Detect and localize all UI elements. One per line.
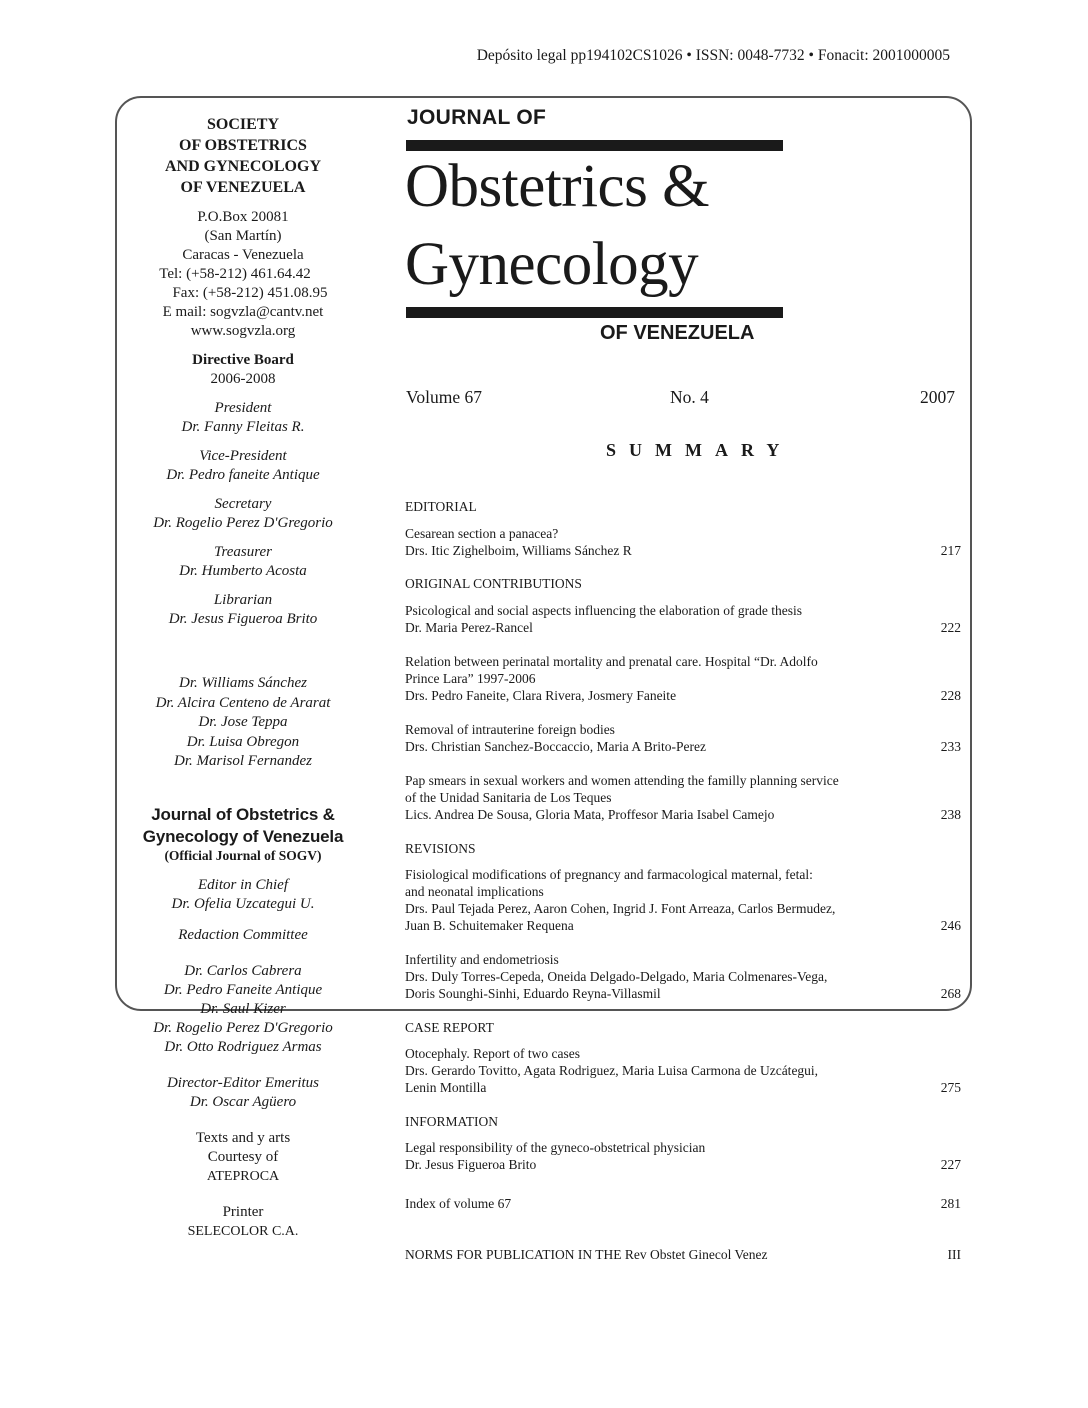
editor-name: Dr. Ofelia Uzcategui U. [171, 895, 315, 912]
toc-entry-authors: Lics. Andrea De Sousa, Gloria Mata, Proffesor Maria Isabel Camejo [405, 807, 775, 822]
journal-box-subtitle: (Official Journal of SOGV) [164, 847, 322, 863]
toc-entry-authors: Juan B. Schuitemaker Requena [405, 918, 574, 933]
board-title: Directive Board [192, 352, 294, 368]
editor-role: Editor in Chief [198, 876, 288, 893]
board-member: Dr. Marisol Fernandez [174, 753, 312, 769]
section-heading: ORIGINAL CONTRIBUTIONS [405, 576, 582, 591]
toc-entry-authors: Drs. Gerardo Tovitto, Agata Rodriguez, Maria Luisa Carmona de Uzcátegui, [405, 1063, 819, 1078]
committee-member: Dr. Pedro Faneite Antique [163, 981, 323, 998]
volume-label: Volume 67 [406, 387, 482, 407]
left-column [118, 114, 368, 1241]
toc-entry-title: Infertility and endometriosis [405, 952, 559, 967]
board-members [118, 674, 368, 772]
printer-label: Printer [222, 1203, 264, 1220]
texts-org: ATEPROCA [206, 1168, 280, 1184]
toc-entry-title: Index of volume 67 [405, 1196, 512, 1211]
board-member-name: Dr. Fanny Fleitas R. [181, 419, 305, 435]
toc-entry-authors: Drs. Pedro Faneite, Clara Rivera, Josmery Faneite [405, 688, 677, 703]
board-role: Treasurer [213, 544, 273, 560]
board-member: Dr. Williams Sánchez [179, 675, 307, 691]
address-line: (San Martín) [204, 228, 282, 244]
toc-entry-title: Relation between perinatal mortality and prenatal care. Hospital “Dr. Adolfo [405, 654, 818, 669]
committee-member: Dr. Rogelio Perez D'Gregorio [153, 1019, 333, 1036]
address-line: Fax: (+58-212) 451.08.95 [172, 285, 328, 301]
section-heading: CASE REPORT [405, 1020, 494, 1035]
board-member: Dr. Jose Teppa [198, 714, 288, 730]
society-name-line: AND GYNECOLOGY [164, 158, 321, 175]
board-role: Secretary [214, 496, 272, 512]
address-line: www.sogvzla.org [190, 323, 296, 339]
board-member-name: Dr. Jesus Figueroa Brito [168, 611, 318, 627]
committee-title: Redaction Committee [178, 926, 308, 943]
address-line: Caracas - Venezuela [182, 247, 304, 263]
toc-entry-title: NORMS FOR PUBLICATION IN THE Rev Obstet Ginecol Venez [405, 1247, 768, 1262]
toc-entry-authors: Drs. Paul Tejada Perez, Aaron Cohen, Ingrid J. Font Arreaza, Carlos Bermudez, [405, 901, 836, 916]
board-member-name: Dr. Pedro faneite Antique [166, 467, 320, 483]
board-role: Vice-President [199, 448, 287, 464]
toc-entry-authors: Drs. Itic Zighelboim, Williams Sánchez R [405, 543, 632, 558]
board-member: Dr. Alcira Centeno de Ararat [155, 694, 331, 711]
society-name-line: SOCIETY [206, 116, 280, 133]
issue-year: 2007 [920, 387, 955, 407]
toc-entry-title: of the Unidad Sanitaria de Los Teques [405, 790, 612, 805]
society-name [118, 114, 368, 198]
journal-of-label: JOURNAL OF [407, 106, 547, 129]
address-line: E mail: sogvzla@cantv.net [162, 304, 324, 320]
toc-entry-authors: Drs. Christian Sanchez-Boccaccio, Maria A Brito-Perez [405, 739, 707, 754]
texts-credit: Courtesy of [207, 1148, 279, 1165]
toc-entry-authors: Doris Sounghi-Sinhi, Eduardo Reyna-Villasmil [405, 986, 661, 1001]
board-years: 2006-2008 [210, 371, 276, 387]
board-role: Librarian [213, 592, 273, 608]
committee-member: Dr. Saul Kizer [200, 1000, 286, 1017]
board-member: Dr. Luisa Obregon [186, 733, 300, 750]
section-heading: INFORMATION [405, 1114, 499, 1129]
board-role: President [214, 400, 272, 416]
toc-entry-title: Otocephaly. Report of two cases [405, 1046, 580, 1061]
toc-entry-title: Prince Lara” 1997-2006 [405, 671, 536, 686]
address-line: P.O.Box 20081 [197, 209, 289, 225]
toc-entry-authors: Dr. Jesus Figueroa Brito [405, 1157, 537, 1172]
committee-member: Dr. Carlos Cabrera [184, 962, 302, 979]
toc-entry-title: Pap smears in sexual workers and women attending the familly planning service [405, 773, 839, 788]
toc-entry-authors: Dr. Maria Perez-Rancel [405, 620, 533, 635]
journal-box-title [118, 804, 368, 848]
toc-entry-authors: Drs. Duly Torres-Cepeda, Oneida Delgado-Delgado, Maria Colmenares-Vega, [405, 969, 828, 984]
toc-entry-title: Cesarean section a panacea? [405, 526, 559, 541]
masthead-title-line2: Gynecology [405, 231, 699, 298]
address-line: Tel: (+58-212) 461.64.42 [159, 266, 311, 282]
section-heading: EDITORIAL [405, 499, 477, 514]
section-heading: REVISIONS [405, 841, 476, 856]
printer-name: SELECOLOR C.A. [187, 1223, 299, 1239]
of-venezuela-label: OF VENEZUELA [600, 322, 755, 344]
issue-number: No. 4 [670, 387, 709, 407]
society-name-line: OF VENEZUELA [180, 179, 306, 196]
toc-entry-authors: Lenin Montilla [405, 1080, 487, 1095]
toc-entry-title: and neonatal implications [405, 884, 544, 899]
journal-title-line: Gynecology of Venezuela [142, 826, 344, 846]
toc-entry-title: Legal responsibility of the gyneco-obstetrical physician [405, 1140, 706, 1155]
committee-member: Dr. Otto Rodriguez Armas [164, 1038, 322, 1055]
board-member-name: Dr. Humberto Acosta [179, 563, 307, 579]
society-name-line: OF OBSTETRICS [179, 137, 307, 154]
masthead-title-line1: Obstetrics & [405, 153, 710, 220]
society-address [118, 208, 368, 341]
emeritus-name: Dr. Oscar Agüero [189, 1093, 297, 1110]
toc-entry-title: Fisiological modifications of pregnancy and farmacological maternal, fetal: [405, 867, 813, 882]
masthead-top-rule [406, 140, 783, 151]
summary-title: SUMMARY [606, 440, 793, 460]
masthead-bottom-rule [406, 307, 783, 318]
toc-entry-title: Psicological and social aspects influencing the elaboration of grade thesis [405, 603, 803, 618]
emeritus-role: Director-Editor Emeritus [166, 1074, 320, 1091]
texts-credit: Texts and y arts [195, 1129, 291, 1146]
toc-entry-title: Removal of intrauterine foreign bodies [405, 722, 615, 737]
legal-deposit-line: Depósito legal pp194102CS1026 • ISSN: 0048-7732 • Fonacit: 2001000005 [476, 47, 950, 64]
journal-title-line: Journal of Obstetrics & [151, 804, 335, 824]
board-member-name: Dr. Rogelio Perez D'Gregorio [153, 515, 333, 531]
